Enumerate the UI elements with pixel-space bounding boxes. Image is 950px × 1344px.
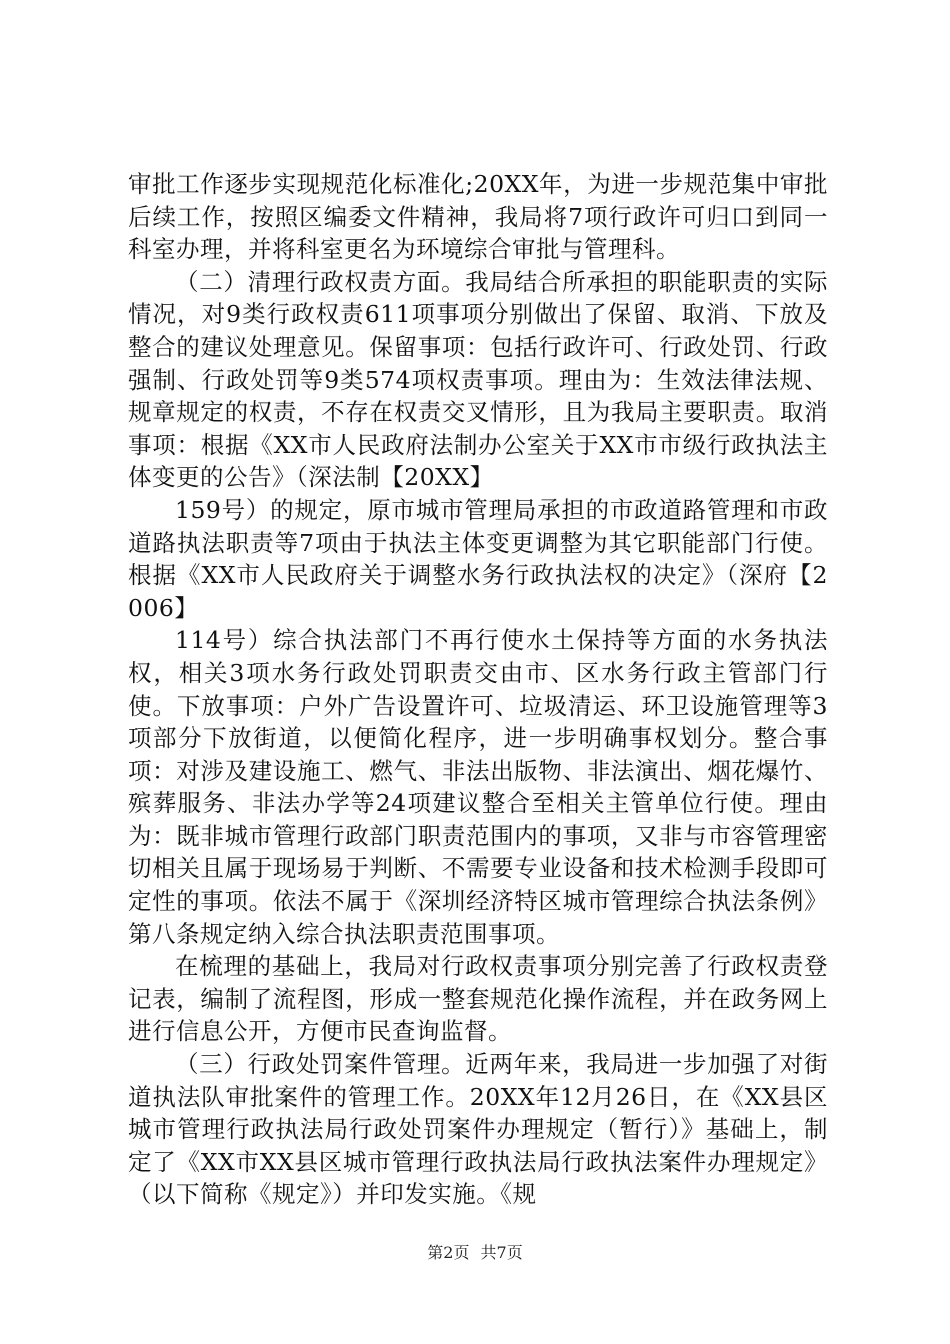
paragraph-2: （二）清理行政权责方面。我局结合所承担的职能职责的实际情况，对9类行政权责611项事项分别做出了保留、取消、下放及整合的建议处理意见。保留事项：包括行政许可、行政处罚、行政强制、行政处罚等9类574项权责事项。理由为：生效法律法规、规章规定的权责，不存在权责交叉情形，且为我局主要职责。取消事项：根据《XX市人民政府法制办公室关于XX市市级行政执法主体变更的公告》（深法制【20XX】	[128, 267, 828, 492]
paragraph-1: 审批工作逐步实现规范化标准化;20XX年，为进一步规范集中审批后续工作，按照区编委文件精神，我局将7项行政许可归口到同一科室办理，并将科室更名为环境综合审批与管理科。	[128, 170, 828, 264]
paragraph-6: （三）行政处罚案件管理。近两年来，我局进一步加强了对街道执法队审批案件的管理工作。20XX年12月26日，在《XX县区城市管理行政执法局行政处罚案件办理规定（暂行）》基础上，制定了《XX市XX县区城市管理行政执法局行政执法案件办理规定》（以下简称《规定》）并印发实施。《规	[128, 1050, 828, 1209]
document-body	[128, 168, 828, 1211]
paragraph-3: 159号）的规定，原市城市管理局承担的市政道路管理和市政道路执法职责等7项由于执法主体变更调整为其它职能部门行使。根据《XX市人民政府关于调整水务行政执法权的决定》（深府【2006】	[128, 495, 828, 622]
page-footer	[0, 1240, 950, 1263]
page-total: 共7页	[480, 1243, 523, 1262]
paragraph-5: 在梳理的基础上，我局对行政权责事项分别完善了行政权责登记表，编制了流程图，形成一整套规范化操作流程，并在政务网上进行信息公开，方便市民查询监督。	[128, 952, 828, 1046]
paragraph-4: 114号）综合执法部门不再行使水土保持等方面的水务执法权，相关3项水务行政处罚职责交由市、区水务行政主管部门行使。下放事项：户外广告设置许可、垃圾清运、环卫设施管理等3项部分下放街道，以便简化程序，进一步明确事权划分。整合事项：对涉及建设施工、燃气、非法出版物、非法演出、烟花爆竹、殡葬服务、非法办学等24项建议整合至相关主管单位行使。理由为：既非城市管理行政部门职责范围内的事项，又非与市容管理密切相关且属于现场易于判断、不需要专业设备和技术检测手段即可定性的事项。依法不属于《深圳经济特区城市管理综合执法条例》第八条规定纳入综合执法职责范围事项。	[128, 626, 828, 948]
page-number: 第2页	[427, 1243, 470, 1262]
